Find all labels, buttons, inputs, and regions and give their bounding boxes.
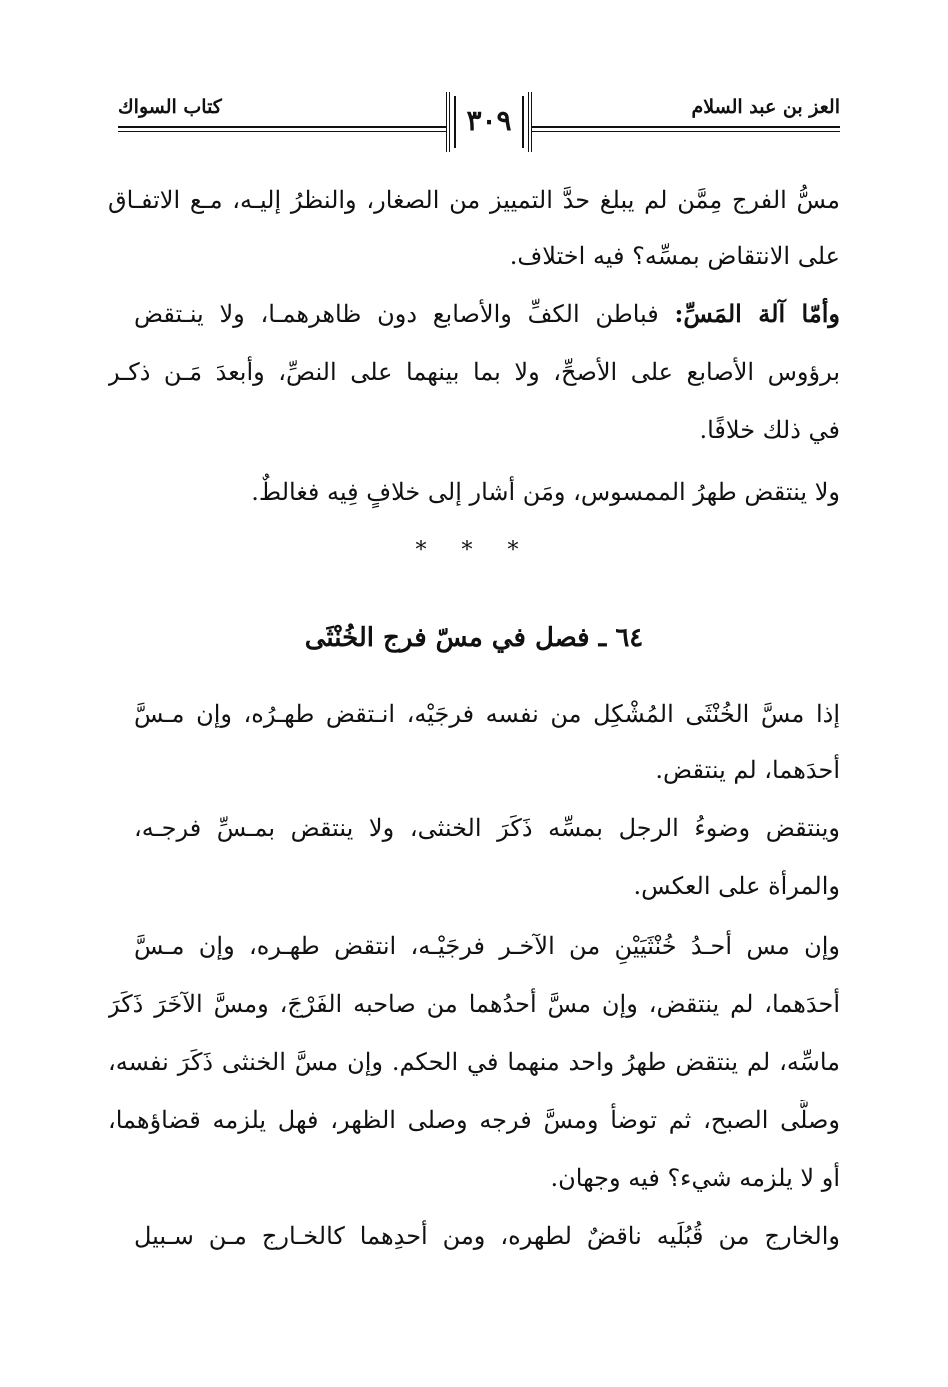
section-separator: * * * [415, 538, 533, 563]
running-header-book-title: كتاب السواك [118, 96, 222, 118]
p5-line2: والمرأة على العكس. [633, 872, 840, 900]
p5-line1: وينتقض وضوءُ الرجل بمسِّه ذَكَرَ الخنثى، ولا ينتقض بمـسِّ فرجـه، [134, 814, 840, 842]
p1-line2: على الانتقاض بمسِّه؟ فيه اختلاف. [509, 242, 840, 270]
p6-line4: وصلَّى الصبح، ثم توضأ ومسَّ فرجه وصلى الظهر، فهل يلزمه قضاؤهما، [108, 1106, 840, 1134]
p4-line2: أحدَهما، لم ينتقض. [655, 756, 840, 784]
p6-line3: ماسِّه، لم ينتقض طهرُ واحد منهما في الحكم. وإن مسَّ الخنثى ذَكَرَ نفسه، [108, 1048, 840, 1076]
running-header-author: العز بن عبد السلام [691, 96, 840, 118]
section-heading: ٦٤ ـ فصل في مسّ فرج الخُنْثَى [304, 623, 644, 653]
p4-line1: إذا مسَّ الخُنْثَى المُشْكِل من نفسه فرجَيْه، انـتقض طهـرُه، وإن مـسَّ [134, 700, 840, 728]
p2-line1-text: فباطن الكفِّ والأصابع دون ظاهرهمـا، ولا ينـتقض [134, 300, 659, 328]
p6-line2: أحدَهما، لم ينتقض، وإن مسَّ أحدُهما من صاحبه الفَرْجَ، ومسَّ الآخَرَ ذَكَرَ [108, 990, 840, 1018]
p7-line1: والخارج من قُبُلَيه ناقضٌ لطهره، ومن أحدِهما كالخـارج مـن سـبيل [134, 1222, 840, 1250]
p2-line2: برؤوس الأصابع على الأصحِّ، ولا بما بينهما على النصِّ، وأبعدَ مَـن ذكـر [108, 358, 840, 386]
page-number-frame [446, 92, 532, 152]
p2-line1 [134, 294, 840, 334]
p2-term: وأمّا آلة المَسِّ: [674, 299, 840, 328]
p6-line1: وإن مس أحـدُ خُنْثَيَيْنِ من الآخـر فرجَيْـه، انتقض طهـره، وإن مـسَّ [134, 932, 840, 960]
p2-line3: في ذلك خلافًا. [699, 416, 840, 444]
p6-line5: أو لا يلزمه شيء؟ فيه وجهان. [550, 1164, 840, 1192]
page-number: ٣٠٩ [466, 104, 512, 137]
p1-line1: مسُّ الفرج مِمَّن لم يبلغ حدَّ التمييز من الصغار، والنظرُ إليـه، مـع الاتفـاق [108, 186, 840, 214]
p3-line1: ولا ينتقض طهرُ الممسوس، ومَن أشار إلى خلافٍ فِيه فغالطٌ. [251, 478, 840, 506]
